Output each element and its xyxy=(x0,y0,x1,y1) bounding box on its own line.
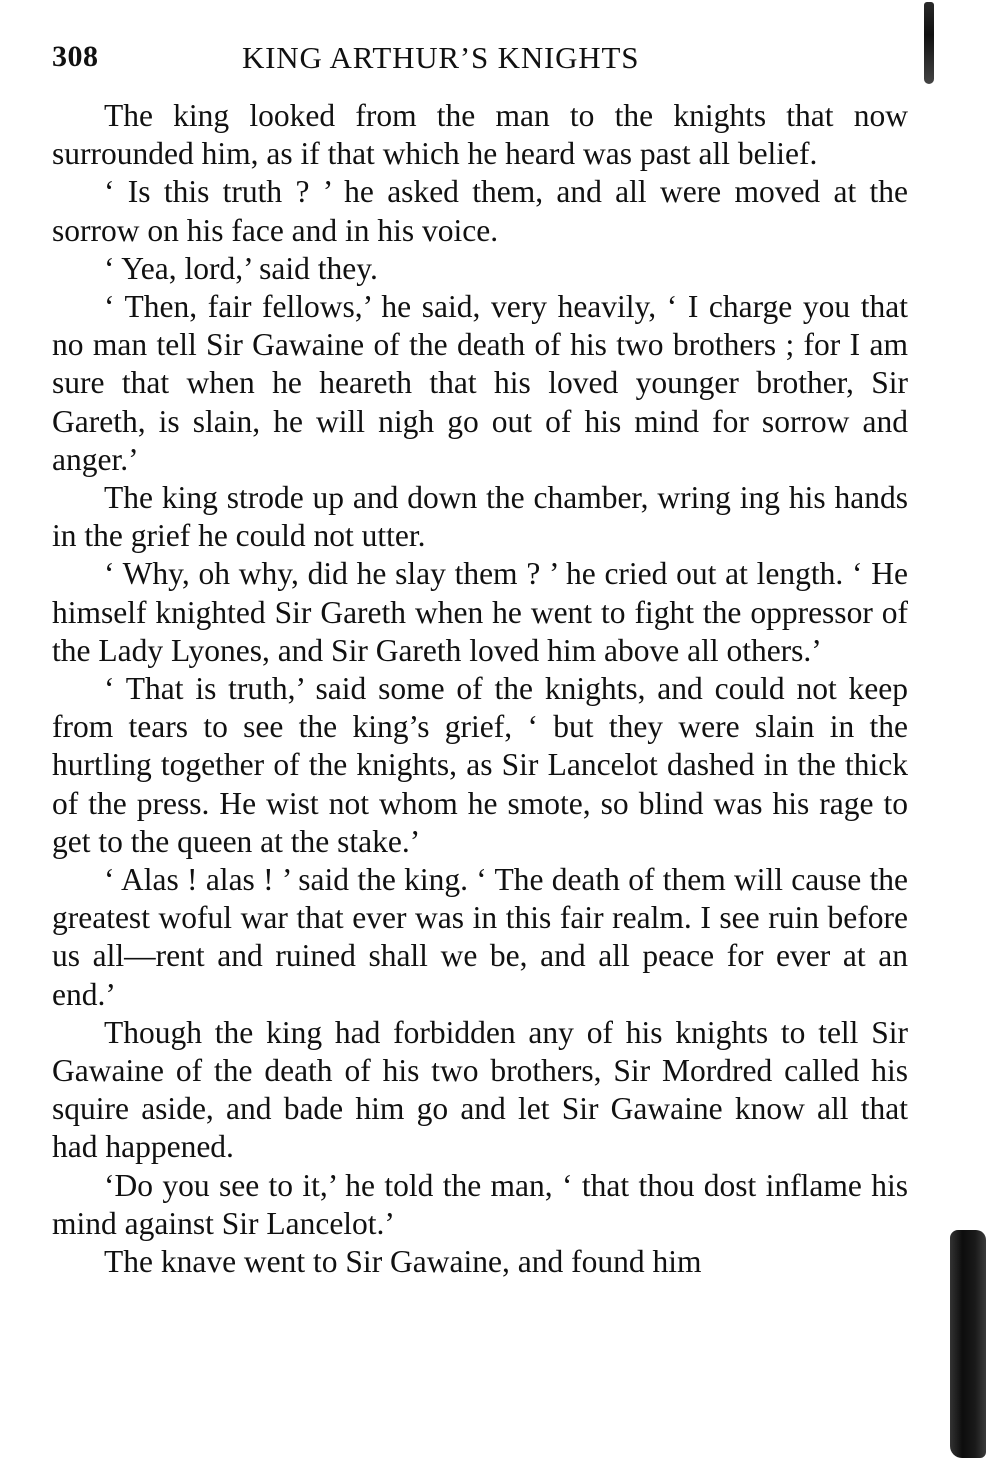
paragraph: ‘ That is truth,’ said some of the knights, and could not keep from tears to see the king’s grief, ‘ but they were slain in the hurtling together of the knights, as Sir Lancelot dashed in the thick of the press. He wist not whom he smote, so blind was his rage to get to the queen at the stake.’ xyxy=(52,671,908,859)
page-edge-shadow-bottom xyxy=(950,1230,986,1458)
paragraph: The king looked from the man to the knights that now surrounded him, as if that which he heard was past all belief. xyxy=(52,98,908,172)
page-number: 308 xyxy=(52,40,99,73)
body-text xyxy=(52,97,908,1281)
paragraph: ‘ Why, oh why, did he slay them ? ’ he cried out at length. ‘ He himself knighted Sir Gareth when he went to fight the oppressor of the Lady Lyones, and Sir Gareth loved him above all others.’ xyxy=(52,556,908,668)
paragraph: The knave went to Sir Gawaine, and found him xyxy=(104,1244,702,1280)
page-edge-shadow-top xyxy=(924,2,934,84)
paragraph: ‘ Yea, lord,’ said they. xyxy=(104,250,378,286)
paragraph: ‘ Is this truth ? ’ he asked them, and all were moved at the sorrow on his face and in his voice. xyxy=(52,174,908,248)
paragraph: ‘Do you see to it,’ he told the man, ‘ that thou dost inflame his mind against Sir Lancelot.’ xyxy=(52,1167,908,1241)
running-head-title: KING ARTHUR’S KNIGHTS xyxy=(242,40,640,75)
page-header xyxy=(52,40,912,84)
paragraph: ‘ Alas ! alas ! ’ said the king. ‘ The death of them will cause the greatest woful war that ever was in this fair realm. I see ruin before us all—rent and ruined shall we be, and all peace for ever at an end.’ xyxy=(52,862,908,1012)
paragraph: ‘ Then, fair fellows,’ he said, very heavily, ‘ I charge you that no man tell Sir Gawaine of the death of his two brothers ; for I am sure that when he heareth that his loved younger brother, Sir Gareth, is slain, he will nigh go out of his mind for sorrow and anger.’ xyxy=(52,289,908,477)
paragraph: The king strode up and down the chamber, wring ing his hands in the grief he could not utter. xyxy=(52,480,908,554)
paragraph: Though the king had forbidden any of his knights to tell Sir Gawaine of the death of his two brothers, Sir Mordred called his squire aside, and bade him go and let Sir Gawaine know all that had happened. xyxy=(52,1014,908,1165)
